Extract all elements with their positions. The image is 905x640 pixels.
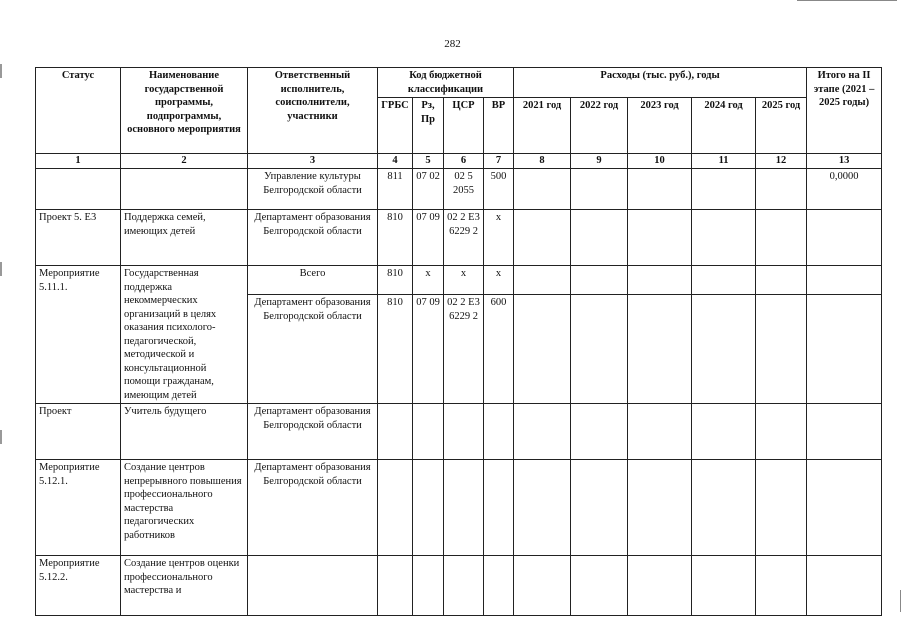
header-2021: 2021 год (514, 98, 571, 154)
cell-grbs: 810 (378, 210, 413, 266)
cell-total (807, 404, 882, 460)
cell-total (807, 266, 882, 295)
cell-2021 (514, 210, 571, 266)
header-csr: ЦСР (444, 98, 484, 154)
cell-total (807, 295, 882, 404)
cell-2025 (756, 404, 807, 460)
cell-responsible (248, 556, 378, 616)
cell-csr: 02 2 Е3 6229 2 (444, 295, 484, 404)
cell-status: Проект (36, 404, 121, 460)
cell-responsible: Департамент образования Белгородской области (248, 460, 378, 556)
cell-2022 (571, 556, 628, 616)
cell-rz-pr (413, 404, 444, 460)
cell-grbs (378, 404, 413, 460)
cell-2022 (571, 169, 628, 210)
cell-grbs: 811 (378, 169, 413, 210)
cell-rz-pr: 07 02 (413, 169, 444, 210)
cell-name: Учитель будущего (121, 404, 248, 460)
cell-total: 0,0000 (807, 169, 882, 210)
cell-csr (444, 460, 484, 556)
cell-vr: х (484, 210, 514, 266)
cell-rz-pr: 07 09 (413, 295, 444, 404)
cell-status: Мероприятие 5.12.1. (36, 460, 121, 556)
margin-mark (900, 590, 901, 612)
cell-grbs: 810 (378, 266, 413, 295)
table-row (36, 266, 882, 295)
cell-2023 (628, 169, 692, 210)
cell-2021 (514, 460, 571, 556)
header-grbs: ГРБС (378, 98, 413, 154)
table-row (36, 404, 882, 460)
cell-responsible: Департамент образования Белгородской области (248, 210, 378, 266)
cell-name: Государственная поддержка некоммерческих организаций в целях оказания психолого-педагогической, методической и консультационной помощи гражданам, имеющим детей (121, 266, 248, 404)
cell-csr (444, 404, 484, 460)
cell-total (807, 460, 882, 556)
cell-rz-pr: х (413, 266, 444, 295)
cell-2022 (571, 404, 628, 460)
column-number: 1 (36, 154, 121, 169)
cell-responsible: Управление культуры Белгородской области (248, 169, 378, 210)
cell-2022 (571, 210, 628, 266)
header-vr: ВР (484, 98, 514, 154)
budget-table (35, 67, 882, 616)
cell-2023 (628, 556, 692, 616)
column-number: 2 (121, 154, 248, 169)
cell-status: Мероприятие 5.11.1. (36, 266, 121, 404)
table-row (36, 210, 882, 266)
column-number: 6 (444, 154, 484, 169)
cell-2025 (756, 295, 807, 404)
cell-2024 (692, 169, 756, 210)
cell-responsible: Департамент образования Белгородской области (248, 295, 378, 404)
header-budget-code: Код бюджетной классификации (378, 68, 514, 98)
column-number: 8 (514, 154, 571, 169)
cell-2023 (628, 460, 692, 556)
cell-vr: 600 (484, 295, 514, 404)
column-number: 4 (378, 154, 413, 169)
cell-csr: х (444, 266, 484, 295)
cell-vr: 500 (484, 169, 514, 210)
cell-vr (484, 404, 514, 460)
cell-responsible: Департамент образования Белгородской области (248, 404, 378, 460)
column-number: 13 (807, 154, 882, 169)
cell-csr (444, 556, 484, 616)
margin-mark (0, 64, 2, 78)
margin-mark (0, 262, 2, 276)
cell-2025 (756, 460, 807, 556)
column-number: 10 (628, 154, 692, 169)
cell-2022 (571, 266, 628, 295)
cell-2023 (628, 404, 692, 460)
header-2022: 2022 год (571, 98, 628, 154)
cell-csr: 02 2 Е3 6229 2 (444, 210, 484, 266)
table-row (36, 556, 882, 616)
cell-2024 (692, 460, 756, 556)
header-status: Статус (36, 68, 121, 154)
header-rz-pr: Рз, Пр (413, 98, 444, 154)
cell-2025 (756, 266, 807, 295)
margin-mark (0, 430, 2, 444)
column-number: 12 (756, 154, 807, 169)
cell-2024 (692, 404, 756, 460)
cell-2023 (628, 295, 692, 404)
cell-rz-pr (413, 460, 444, 556)
cell-2024 (692, 295, 756, 404)
cell-vr (484, 556, 514, 616)
cell-grbs (378, 556, 413, 616)
column-number: 3 (248, 154, 378, 169)
header-expenses: Расходы (тыс. руб.), годы (514, 68, 807, 98)
cell-2023 (628, 266, 692, 295)
header-2025: 2025 год (756, 98, 807, 154)
cell-name: Поддержка семей, имеющих детей (121, 210, 248, 266)
top-edge-rule (797, 0, 897, 1)
cell-csr: 02 5 2055 (444, 169, 484, 210)
cell-status: Мероприятие 5.12.2. (36, 556, 121, 616)
cell-vr (484, 460, 514, 556)
cell-grbs (378, 460, 413, 556)
cell-status: Проект 5. Е3 (36, 210, 121, 266)
cell-name: Создание центров непрерывного повышения профессионального мастерства педагогических работников (121, 460, 248, 556)
cell-2021 (514, 266, 571, 295)
cell-2022 (571, 460, 628, 556)
cell-vr: х (484, 266, 514, 295)
cell-name: Создание центров оценки профессионального мастерства и (121, 556, 248, 616)
cell-2021 (514, 404, 571, 460)
header-2024: 2024 год (692, 98, 756, 154)
cell-2021 (514, 556, 571, 616)
cell-2024 (692, 556, 756, 616)
cell-2024 (692, 266, 756, 295)
column-number: 11 (692, 154, 756, 169)
cell-rz-pr (413, 556, 444, 616)
cell-rz-pr: 07 09 (413, 210, 444, 266)
cell-2021 (514, 169, 571, 210)
cell-total (807, 210, 882, 266)
header-responsible: Ответственный исполнитель, соисполнители, участники (248, 68, 378, 154)
column-number: 5 (413, 154, 444, 169)
cell-2022 (571, 295, 628, 404)
cell-2025 (756, 169, 807, 210)
header-total: Итого на II этапе (2021 – 2025 годы) (807, 68, 882, 154)
column-number: 9 (571, 154, 628, 169)
header-name: Наименование государственной программы, подпрограммы, основного мероприятия (121, 68, 248, 154)
header-2023: 2023 год (628, 98, 692, 154)
cell-2021 (514, 295, 571, 404)
cell-status (36, 169, 121, 210)
cell-responsible: Всего (248, 266, 378, 295)
cell-grbs: 810 (378, 295, 413, 404)
cell-2024 (692, 210, 756, 266)
table-row (36, 460, 882, 556)
cell-total (807, 556, 882, 616)
cell-2025 (756, 556, 807, 616)
table-row (36, 169, 882, 210)
cell-2023 (628, 210, 692, 266)
page-number: 282 (444, 38, 461, 50)
column-number: 7 (484, 154, 514, 169)
cell-2025 (756, 210, 807, 266)
cell-name (121, 169, 248, 210)
